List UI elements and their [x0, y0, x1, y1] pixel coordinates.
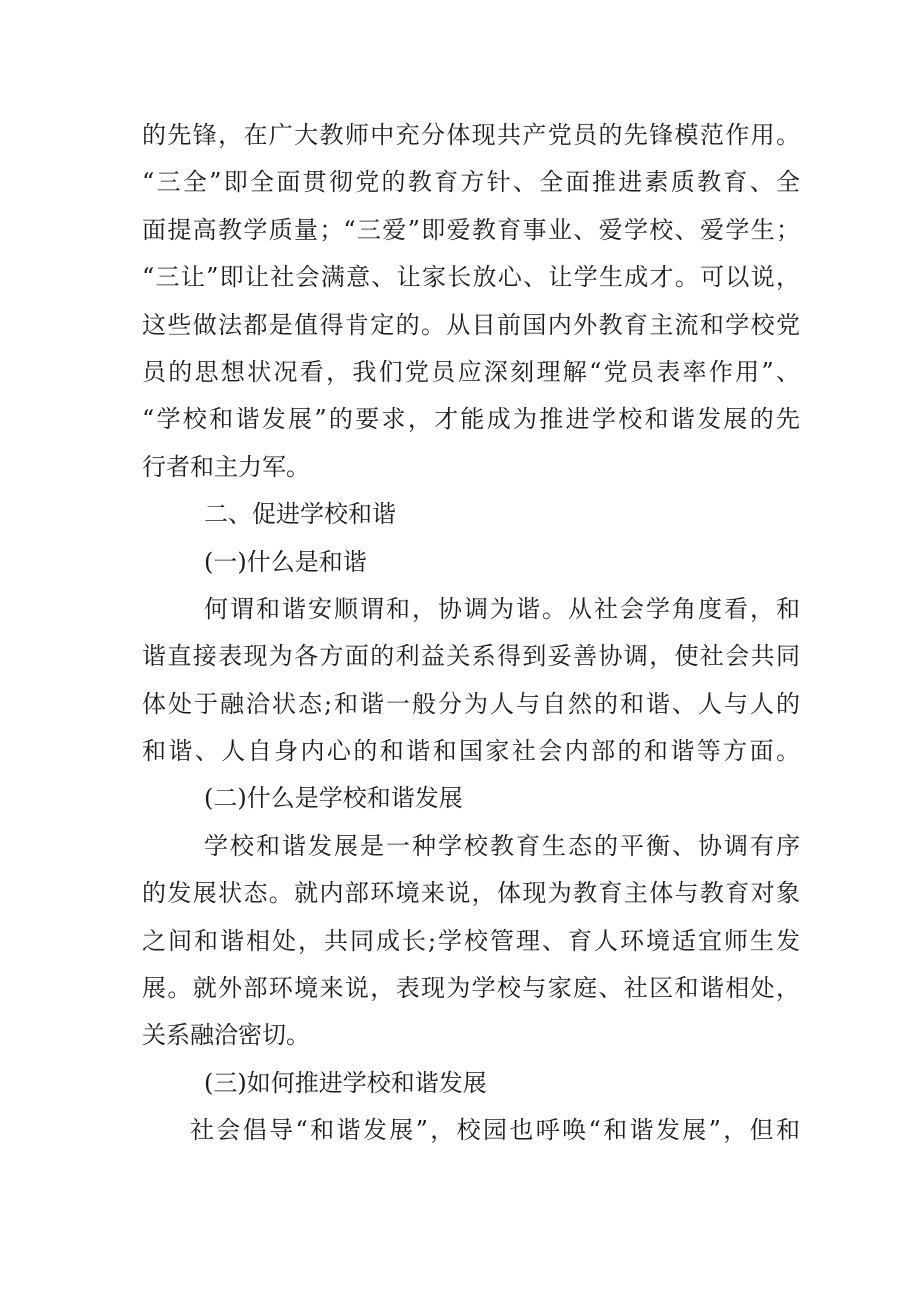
- body-text-line: 社会倡导“和谐发展”，校园也呼唤“和谐发展”，但和: [190, 1116, 800, 1145]
- body-text-line: 和谐、人自身内心的和谐和国家社会内部的和谐等方面。: [142, 737, 800, 766]
- subsection-heading: (三)如何推进学校和谐发展: [204, 1068, 487, 1097]
- subsection-heading: (二)什么是学校和谐发展: [204, 784, 463, 813]
- body-text-line: 员的思想状况看，我们党员应深刻理解“党员表率作用”、: [142, 357, 800, 386]
- body-text-line: 面提高教学质量；“三爱”即爱教育事业、爱学校、爱学生；: [142, 215, 800, 244]
- body-text-line: 展。就外部环境来说，表现为学校与家庭、社区和谐相处，: [142, 974, 800, 1003]
- body-text-line: 体处于融洽状态;和谐一般分为人与自然的和谐、人与人的: [142, 689, 800, 718]
- body-text-line: 的发展状态。就内部环境来说，体现为教育主体与教育对象: [142, 879, 800, 908]
- document-page: [142, 112, 800, 1155]
- body-text-line: 关系融洽密切。: [142, 1021, 310, 1050]
- subsection-heading: (一)什么是和谐: [204, 547, 367, 576]
- body-text-line: 何谓和谐安顺谓和，协调为谐。从社会学角度看，和: [204, 594, 800, 623]
- body-text-line: 这些做法都是值得肯定的。从目前国内外教育主流和学校党: [142, 310, 800, 339]
- body-text-line: 谐直接表现为各方面的利益关系得到妥善协调，使社会共同: [142, 642, 800, 671]
- section-heading: 二、促进学校和谐: [204, 500, 396, 529]
- body-text-line: 之间和谐相处，共同成长;学校管理、育人环境适宜师生发: [142, 926, 800, 955]
- body-text-line: 行者和主力军。: [142, 452, 310, 481]
- body-text-line: “三让”即让社会满意、让家长放心、让学生成才。可以说，: [142, 263, 800, 292]
- body-text-line: 学校和谐发展是一种学校教育生态的平衡、协调有序: [204, 831, 800, 860]
- body-text-line: “三全”即全面贯彻党的教育方针、全面推进素质教育、全: [142, 168, 800, 197]
- body-text-line: 的先锋，在广大教师中充分体现共产党员的先锋模范作用。: [142, 121, 800, 149]
- body-text-line: “学校和谐发展”的要求，才能成为推进学校和谐发展的先: [142, 405, 800, 434]
